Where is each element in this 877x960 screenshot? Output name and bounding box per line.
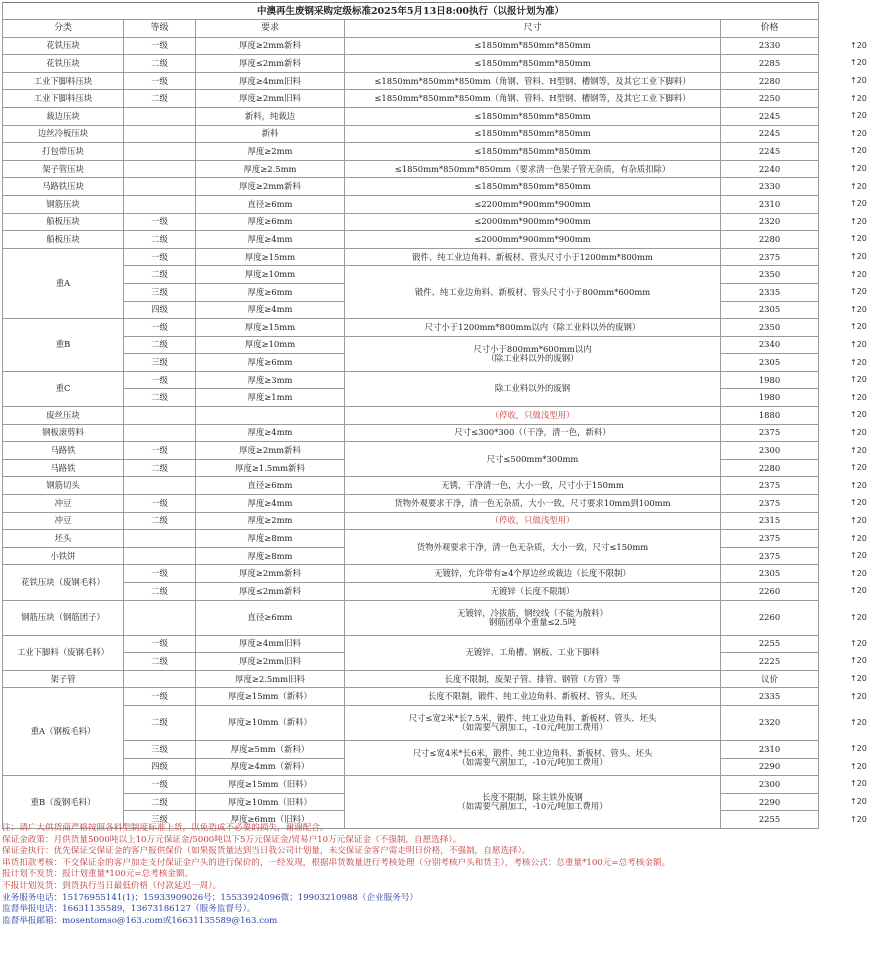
- table-row: [3, 231, 819, 249]
- category-cell: 钢筋切头: [3, 477, 124, 495]
- size-cell: [345, 705, 721, 740]
- size-cell: 锻件、纯工业边角料、新板材、管头尺寸小于1200mm*800mm: [345, 248, 721, 266]
- grade-cell: 一级: [124, 565, 196, 583]
- size-cell: 锻件、纯工业边角料、新板材、管头尺寸小于800mm*600mm: [345, 266, 721, 319]
- category-cell: 坯头: [3, 530, 124, 548]
- price-change-marker: ↑20: [850, 269, 867, 279]
- note-line: 不报计划发货：到货执行当日最低价格（付款延迟一周）。: [2, 880, 222, 891]
- requirement-cell: 厚度≥4mm: [196, 424, 345, 442]
- table-row: [3, 37, 819, 55]
- category-cell: 花铁压块: [3, 55, 124, 73]
- requirement-cell: 新料，纯裁边: [196, 107, 345, 125]
- price-change-marker: ↑20: [850, 234, 867, 244]
- grade-cell: 四级: [124, 758, 196, 776]
- size-cell: [345, 600, 721, 635]
- table-row: [3, 635, 819, 653]
- requirement-cell: 厚度≥2mm新料: [196, 442, 345, 460]
- size-cell: ≤1850mm*850mm*850mm（要求清一色架子管无杂质，有杂质扣除）: [345, 160, 721, 178]
- requirement-cell: 新料: [196, 125, 345, 143]
- requirement-cell: 厚度≥2mm: [196, 512, 345, 530]
- table-row: [3, 670, 819, 688]
- table-row: [3, 600, 819, 635]
- requirement-cell: 厚度≥6mm: [196, 283, 345, 301]
- category-cell: 钢筋压块: [3, 195, 124, 213]
- requirement-cell: 厚度≥1.5mm新料: [196, 459, 345, 477]
- price-cell: 1980: [721, 371, 819, 389]
- category-cell: 马路铁: [3, 442, 124, 460]
- note-line: 保证金政策：月供货量5000吨以上10万元保证金/5000吨以下5万元保证金/贸易户10万元保证金（不强制，自愿选择）。: [2, 834, 462, 845]
- price-cell: 2375: [721, 547, 819, 565]
- price-change-marker: ↑20: [850, 498, 867, 508]
- requirement-cell: 厚度≥5mm（新料）: [196, 740, 345, 758]
- grade-cell: 三级: [124, 811, 196, 829]
- category-cell: 工业下脚料压块: [3, 90, 124, 108]
- size-cell: ≤1850mm*850mm*850mm（角钢、管料、H型钢、槽钢等，及其它工业下脚料）: [345, 72, 721, 90]
- grade-cell: 一级: [124, 442, 196, 460]
- price-change-marker: ↑20: [850, 612, 867, 622]
- table-row: [3, 55, 819, 73]
- grade-cell: 一级: [124, 319, 196, 337]
- size-line: （如需要气割加工，-10元/吨加工费用）: [457, 721, 608, 732]
- size-line: （如需要气割加工，-10元/吨加工费用）: [457, 801, 608, 812]
- category-cell: 重A（钢板毛料）: [3, 688, 124, 776]
- table-row: [3, 442, 819, 460]
- page-title: 中澳再生废钢采购定级标准2025年5月13日8:00执行（以报计划为准）: [3, 3, 819, 20]
- grade-cell: 二级: [124, 266, 196, 284]
- table-row: [3, 688, 819, 706]
- price-cell: 2340: [721, 336, 819, 354]
- price-cell: 1980: [721, 389, 819, 407]
- price-change-marker: ↑20: [850, 164, 867, 174]
- category-cell: 裁边压块: [3, 107, 124, 125]
- price-cell: 2260: [721, 583, 819, 601]
- grade-cell: 一级: [124, 688, 196, 706]
- grade-cell: [124, 600, 196, 635]
- table-row: [3, 248, 819, 266]
- grade-cell: [124, 160, 196, 178]
- size-cell: 长度不限制，锻件、纯工业边角料、新板材、管头、坯头: [345, 688, 721, 706]
- price-change-marker: ↑20: [850, 551, 867, 561]
- requirement-cell: 厚度≥15mm: [196, 319, 345, 337]
- grade-cell: 二级: [124, 231, 196, 249]
- price-change-marker: ↑20: [850, 339, 867, 349]
- requirement-cell: 厚度≥4mm（新料）: [196, 758, 345, 776]
- requirement-cell: 厚度≥15mm（旧料）: [196, 776, 345, 794]
- grade-cell: 二级: [124, 793, 196, 811]
- price-cell: 2350: [721, 266, 819, 284]
- price-cell: 2335: [721, 688, 819, 706]
- grade-cell: 三级: [124, 283, 196, 301]
- price-change-marker: ↑20: [850, 93, 867, 103]
- category-cell: 钢筋压块（钢筋团子）: [3, 600, 124, 635]
- category-cell: 工业下脚料压块: [3, 72, 124, 90]
- price-change-marker: ↑20: [850, 717, 867, 727]
- price-cell: 2255: [721, 811, 819, 829]
- grade-cell: [124, 107, 196, 125]
- size-cell: 除工业料以外的废钢: [345, 371, 721, 406]
- price-change-marker: ↑20: [850, 304, 867, 314]
- price-change-marker: ↑20: [850, 287, 867, 297]
- price-change-marker: ↑20: [850, 76, 867, 86]
- note-line: 监督举报邮箱：mosentomso@163.com或16631135589@163.com: [2, 915, 278, 926]
- price-cell: 2305: [721, 301, 819, 319]
- size-cell: 货物外观要求干净，清一色无杂质，大小一致，尺寸要求10mm到100mm: [345, 495, 721, 513]
- grade-cell: 二级: [124, 90, 196, 108]
- table-row: [3, 512, 819, 530]
- price-table: [2, 2, 819, 829]
- grade-cell: [124, 143, 196, 161]
- grade-cell: 二级: [124, 583, 196, 601]
- price-change-marker: ↑20: [850, 128, 867, 138]
- note-line: 串货扣款考核：不交保证金的客户加走支付保证金户头的进行保价的，一经发现，根据串货数量进行考核处理（分别考核户头和货主），考核公式：总重量*100元=总考核金额。: [2, 857, 671, 868]
- grade-cell: 二级: [124, 705, 196, 740]
- size-cell: 货物外观要求干净，清一色无杂质，大小一致，尺寸≤150mm: [345, 530, 721, 565]
- category-cell: 冲豆: [3, 512, 124, 530]
- category-cell: 冲豆: [3, 495, 124, 513]
- size-line: 钢筋团单个重量≤2.5吨: [488, 616, 577, 627]
- requirement-cell: 厚度≥2mm旧料: [196, 90, 345, 108]
- category-cell: 架子管压块: [3, 160, 124, 178]
- price-cell: 2350: [721, 319, 819, 337]
- price-cell: 2290: [721, 758, 819, 776]
- size-cell: 长度不限制，废架子管、排管、钢管（方管）等: [345, 670, 721, 688]
- note-line: 监督举报电话：16631135589，13673186127（服务监督号）。: [2, 904, 256, 915]
- price-change-marker: ↑20: [850, 586, 867, 596]
- price-cell: 2245: [721, 107, 819, 125]
- price-change-marker: ↑20: [850, 181, 867, 191]
- size-cell: ≤1850mm*850mm*850mm: [345, 37, 721, 55]
- grade-cell: 一级: [124, 776, 196, 794]
- size-cell: ≤1850mm*850mm*850mm: [345, 143, 721, 161]
- size-line: 长度不限制，除主铁外废钢: [482, 792, 583, 803]
- price-change-marker: ↑20: [850, 199, 867, 209]
- grade-cell: 一级: [124, 213, 196, 231]
- category-cell: 钢板滚剪料: [3, 424, 124, 442]
- grade-cell: [124, 530, 196, 548]
- price-cell: 2240: [721, 160, 819, 178]
- size-line: （如需要气割加工，-10元/吨加工费用）: [457, 757, 608, 768]
- price-cell: 2375: [721, 495, 819, 513]
- price-change-marker: ↑20: [850, 322, 867, 332]
- requirement-cell: 厚度≥2mm新料: [196, 565, 345, 583]
- size-cell: 无镀锌、工角槽、钢板、工业下脚料: [345, 635, 721, 670]
- category-cell: 船板压块: [3, 213, 124, 231]
- grade-cell: [124, 125, 196, 143]
- price-change-marker: ↑20: [850, 656, 867, 666]
- size-cell: [345, 776, 721, 829]
- category-cell: 架子管: [3, 670, 124, 688]
- grade-cell: 二级: [124, 389, 196, 407]
- requirement-cell: 厚度≥15mm（新料）: [196, 688, 345, 706]
- price-cell: 2330: [721, 178, 819, 196]
- price-change-marker: ↑20: [850, 515, 867, 525]
- price-cell: 2305: [721, 354, 819, 372]
- table-row: [3, 336, 819, 354]
- title-row: [3, 3, 819, 20]
- requirement-cell: 厚度≥2mm新料: [196, 178, 345, 196]
- category-cell: 工业下脚料（废钢毛料）: [3, 635, 124, 670]
- table-row: [3, 178, 819, 196]
- requirement-cell: 厚度≥10mm: [196, 336, 345, 354]
- table-row: [3, 195, 819, 213]
- price-cell: 2335: [721, 283, 819, 301]
- category-cell: 打包带压块: [3, 143, 124, 161]
- note-line: 报计划不发货：报计划重量*100元=总考核金额。: [2, 869, 194, 880]
- requirement-cell: 厚度≤2mm新料: [196, 583, 345, 601]
- table-row: [3, 530, 819, 548]
- notes-section: [2, 823, 842, 927]
- price-cell: 2375: [721, 424, 819, 442]
- category-cell: 船板压块: [3, 231, 124, 249]
- size-cell: ≤1850mm*850mm*850mm: [345, 107, 721, 125]
- price-change-marker: ↑20: [850, 691, 867, 701]
- table-row: [3, 776, 819, 794]
- category-cell: 小铁饼: [3, 547, 124, 565]
- header-requirement: 要求: [196, 20, 345, 38]
- size-cell: ≤1850mm*850mm*850mm（角钢、管料、H型钢、槽钢等，及其它工业下脚料）: [345, 90, 721, 108]
- table-row: [3, 266, 819, 284]
- price-cell: 2255: [721, 635, 819, 653]
- price-cell: 1880: [721, 407, 819, 425]
- price-change-marker: ↑20: [850, 357, 867, 367]
- grade-cell: [124, 547, 196, 565]
- table-row: [3, 424, 819, 442]
- grade-cell: 一级: [124, 248, 196, 266]
- size-cell: 尺寸≤300*300（（干净，清一色，新料）: [345, 424, 721, 442]
- price-change-marker: ↑20: [850, 638, 867, 648]
- grade-cell: [124, 178, 196, 196]
- table-row: [3, 125, 819, 143]
- price-change-marker: ↑20: [850, 375, 867, 385]
- requirement-cell: 厚度≥2.5mm旧料: [196, 670, 345, 688]
- size-cell: 无镀锌，允许带有≥4个厚边丝或裁边（长度不限制）: [345, 565, 721, 583]
- header-size: 尺寸: [345, 20, 721, 38]
- price-cell: 2375: [721, 248, 819, 266]
- price-change-marker: ↑20: [850, 779, 867, 789]
- requirement-cell: 厚度≥10mm（新料）: [196, 705, 345, 740]
- size-cell: （停收，只做浅型用）: [345, 512, 721, 530]
- price-change-marker: ↑20: [850, 58, 867, 68]
- requirement-cell: 厚度≥2mm: [196, 143, 345, 161]
- price-cell: 2250: [721, 90, 819, 108]
- grade-cell: 三级: [124, 740, 196, 758]
- price-cell: 2245: [721, 125, 819, 143]
- price-change-marker: ↑20: [850, 40, 867, 50]
- category-cell: 马路铁: [3, 459, 124, 477]
- table-row: [3, 495, 819, 513]
- table-row: [3, 477, 819, 495]
- table-row: [3, 319, 819, 337]
- size-line: 尺寸小于800mm*600mm以内: [473, 343, 592, 354]
- grade-cell: 二级: [124, 55, 196, 73]
- price-change-marker: ↑20: [850, 111, 867, 121]
- category-cell: 马路铁压块: [3, 178, 124, 196]
- price-change-marker: ↑20: [850, 814, 867, 824]
- price-change-marker: ↑20: [850, 744, 867, 754]
- requirement-cell: 厚度≥10mm（旧料）: [196, 793, 345, 811]
- category-cell: 边丝冷板压块: [3, 125, 124, 143]
- requirement-cell: 厚度≥4mm: [196, 301, 345, 319]
- size-cell: ≤1850mm*850mm*850mm: [345, 178, 721, 196]
- requirement-cell: 厚度≥2mm旧料: [196, 653, 345, 671]
- header-grade: 等级: [124, 20, 196, 38]
- category-cell: 花铁压块: [3, 37, 124, 55]
- requirement-cell: 厚度≥8mm: [196, 547, 345, 565]
- category-cell: 重C: [3, 371, 124, 406]
- grade-cell: [124, 477, 196, 495]
- grade-cell: [124, 195, 196, 213]
- grade-cell: 三级: [124, 354, 196, 372]
- size-cell: 无镀锌（长度不限制）: [345, 583, 721, 601]
- table-row: [3, 583, 819, 601]
- table-row: [3, 705, 819, 740]
- table-row: [3, 213, 819, 231]
- header-row: [3, 20, 819, 38]
- size-line: （除工业料以外的废钢）: [486, 352, 579, 363]
- size-line: 尺寸≤宽4米*长6米，锻件、纯工业边角料、新板材、管头、坯头: [412, 748, 653, 759]
- price-change-marker: ↑20: [850, 463, 867, 473]
- category-cell: 废丝压块: [3, 407, 124, 425]
- requirement-cell: 厚度≥3mm: [196, 371, 345, 389]
- size-cell: 尺寸≤500mm*300mm: [345, 442, 721, 477]
- requirement-cell: 厚度≥4mm旧料: [196, 72, 345, 90]
- price-cell: 2280: [721, 72, 819, 90]
- price-cell: 2285: [721, 55, 819, 73]
- price-cell: 2375: [721, 477, 819, 495]
- size-line: 尺寸≤宽2米*长7.5米，锻件、纯工业边角料、新板材、管头、坯头: [408, 712, 657, 723]
- table-row: [3, 740, 819, 758]
- table-row: [3, 143, 819, 161]
- price-cell: 2300: [721, 442, 819, 460]
- category-cell: 重A: [3, 248, 124, 318]
- price-cell: 议价: [721, 670, 819, 688]
- grade-cell: 一级: [124, 72, 196, 90]
- price-change-marker: ↑20: [850, 761, 867, 771]
- grade-cell: 一级: [124, 495, 196, 513]
- price-change-marker: ↑20: [850, 445, 867, 455]
- size-cell: [345, 740, 721, 775]
- requirement-cell: [196, 407, 345, 425]
- price-cell: 2290: [721, 793, 819, 811]
- price-change-marker: ↑20: [850, 252, 867, 262]
- note-line: 业务服务电话：15176955141(1)；15933909026号；15533924096微；19903210988（企业服务号）: [2, 892, 419, 903]
- table-row: [3, 107, 819, 125]
- size-line: 无镀锌，冷拔筋，钢绞线（不能为散料）: [457, 607, 608, 618]
- category-cell: 花铁压块（废钢毛料）: [3, 565, 124, 600]
- requirement-cell: 厚度≥2.5mm: [196, 160, 345, 178]
- requirement-cell: 厚度≥10mm: [196, 266, 345, 284]
- price-cell: 2245: [721, 143, 819, 161]
- requirement-cell: 厚度≥1mm: [196, 389, 345, 407]
- price-cell: 2310: [721, 740, 819, 758]
- size-cell: ≤2000mm*900mm*900mm: [345, 213, 721, 231]
- price-cell: 2315: [721, 512, 819, 530]
- price-change-marker: ↑20: [850, 568, 867, 578]
- size-cell: （停收，只做浅型用）: [345, 407, 721, 425]
- grade-cell: 二级: [124, 336, 196, 354]
- requirement-cell: 厚度≥8mm: [196, 530, 345, 548]
- requirement-cell: 直径≥6mm: [196, 600, 345, 635]
- price-cell: 2330: [721, 37, 819, 55]
- requirement-cell: 厚度≥15mm: [196, 248, 345, 266]
- price-cell: 2310: [721, 195, 819, 213]
- price-change-marker: ↑20: [850, 480, 867, 490]
- price-change-marker: ↑20: [850, 392, 867, 402]
- price-change-marker: ↑20: [850, 797, 867, 807]
- size-cell: 尺寸小于1200mm*800mm以内（除工业料以外的废钢）: [345, 319, 721, 337]
- price-change-marker: ↑20: [850, 674, 867, 684]
- grade-cell: 二级: [124, 459, 196, 477]
- price-cell: 2375: [721, 530, 819, 548]
- requirement-cell: 厚度≤2mm新料: [196, 55, 345, 73]
- requirement-cell: 厚度≥4mm: [196, 495, 345, 513]
- price-change-marker: ↑20: [850, 427, 867, 437]
- price-cell: 2280: [721, 459, 819, 477]
- grade-cell: [124, 424, 196, 442]
- price-change-marker: ↑20: [850, 410, 867, 420]
- table-row: [3, 565, 819, 583]
- note-line: 注：请广大供货商严格按照各料型制度标准上货，以免造成不必要的损失，谢谢配合。: [2, 823, 329, 833]
- table-row: [3, 72, 819, 90]
- price-change-marker: ↑20: [850, 146, 867, 156]
- price-cell: 2225: [721, 653, 819, 671]
- requirement-cell: 厚度≥6mm（旧料）: [196, 811, 345, 829]
- size-cell: 无锈，干净清一色，大小一致，尺寸小于150mm: [345, 477, 721, 495]
- header-price: 价格: [721, 20, 819, 38]
- table-row: [3, 371, 819, 389]
- grade-cell: 一级: [124, 635, 196, 653]
- note-line: 保证金执行：优先保证交保证金的客户报供保价（如果报货量达到当日我公司计划量，未交保证金客户需走明日价格，不强制，自愿选择）。: [2, 846, 531, 857]
- size-cell: ≤2200mm*900mm*900mm: [345, 195, 721, 213]
- requirement-cell: 直径≥6mm: [196, 477, 345, 495]
- header-category: 分类: [3, 20, 124, 38]
- grade-cell: 二级: [124, 512, 196, 530]
- requirement-cell: 厚度≥6mm: [196, 213, 345, 231]
- requirement-cell: 直径≥6mm: [196, 195, 345, 213]
- price-cell: 2280: [721, 231, 819, 249]
- grade-cell: 二级: [124, 653, 196, 671]
- size-cell: ≤2000mm*900mm*900mm: [345, 231, 721, 249]
- price-cell: 2260: [721, 600, 819, 635]
- requirement-cell: 厚度≥4mm: [196, 231, 345, 249]
- price-change-marker: ↑20: [850, 533, 867, 543]
- category-cell: 重B: [3, 319, 124, 372]
- grade-cell: 一级: [124, 37, 196, 55]
- requirement-cell: 厚度≥6mm: [196, 354, 345, 372]
- table-row: [3, 160, 819, 178]
- size-cell: ≤1850mm*850mm*850mm: [345, 125, 721, 143]
- table-row: [3, 407, 819, 425]
- price-cell: 2305: [721, 565, 819, 583]
- price-cell: 2320: [721, 213, 819, 231]
- price-change-marker: ↑20: [850, 216, 867, 226]
- table-row: [3, 90, 819, 108]
- price-cell: 2300: [721, 776, 819, 794]
- requirement-cell: 厚度≥2mm新料: [196, 37, 345, 55]
- price-cell: 2320: [721, 705, 819, 740]
- size-cell: [345, 336, 721, 371]
- grade-cell: [124, 670, 196, 688]
- size-cell: ≤1850mm*850mm*850mm: [345, 55, 721, 73]
- grade-cell: 一级: [124, 371, 196, 389]
- requirement-cell: 厚度≥4mm旧料: [196, 635, 345, 653]
- category-cell: 重B（废钢毛料）: [3, 776, 124, 829]
- grade-cell: 四级: [124, 301, 196, 319]
- grade-cell: [124, 407, 196, 425]
